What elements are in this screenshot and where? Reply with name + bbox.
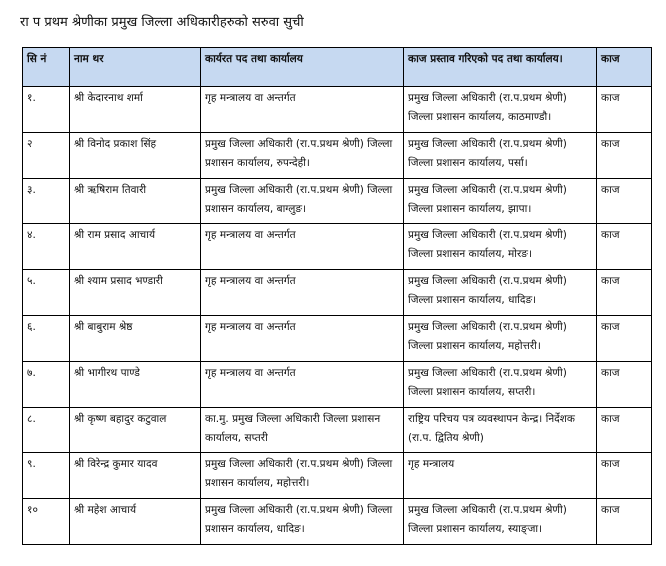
proposed-post-cell: प्रमुख जिल्ला अधिकारी (रा.प.प्रथम श्रेणी) जिल्ला प्रशासन कार्यालय, महोत्तरी। bbox=[404, 315, 597, 361]
serial-cell: ३. bbox=[23, 178, 70, 224]
table-row bbox=[23, 315, 652, 361]
serial-cell: ६. bbox=[23, 315, 70, 361]
kaj-cell: काज bbox=[597, 407, 652, 453]
transfer-table bbox=[22, 47, 652, 545]
proposed-post-cell: प्रमुख जिल्ला अधिकारी (रा.प.प्रथम श्रेणी) जिल्ला प्रशासन कार्यालय, पर्सा। bbox=[404, 132, 597, 178]
table-row bbox=[23, 453, 652, 499]
serial-cell: १० bbox=[23, 499, 70, 545]
kaj-cell: काज bbox=[597, 178, 652, 224]
current-post-cell: प्रमुख जिल्ला अधिकारी (रा.प.प्रथम श्रेणी) जिल्ला प्रशासन कार्यालय, महोत्तरी। bbox=[201, 453, 404, 499]
proposed-post-cell: गृह मन्त्रालय bbox=[404, 453, 597, 499]
proposed-post-cell: प्रमुख जिल्ला अधिकारी (रा.प.प्रथम श्रेणी) जिल्ला प्रशासन कार्यालय, काठमाण्डौ। bbox=[404, 87, 597, 133]
column-header-current-post: कार्यरत पद तथा कार्यालय bbox=[201, 48, 404, 87]
name-cell: श्री महेश आचार्य bbox=[70, 499, 201, 545]
kaj-cell: काज bbox=[597, 499, 652, 545]
kaj-cell: काज bbox=[597, 87, 652, 133]
proposed-post-cell: प्रमुख जिल्ला अधिकारी (रा.प.प्रथम श्रेणी) जिल्ला प्रशासन कार्यालय, सप्तरी। bbox=[404, 361, 597, 407]
proposed-post-cell: प्रमुख जिल्ला अधिकारी (रा.प.प्रथम श्रेणी) जिल्ला प्रशासन कार्यालय, स्याङ्जा। bbox=[404, 499, 597, 545]
table-row bbox=[23, 361, 652, 407]
current-post-cell: गृह मन्त्रालय वा अन्तर्गत bbox=[201, 224, 404, 270]
serial-cell: ५. bbox=[23, 270, 70, 316]
current-post-cell: गृह मन्त्रालय वा अन्तर्गत bbox=[201, 361, 404, 407]
name-cell: श्री विरेन्द्र कुमार यादव bbox=[70, 453, 201, 499]
current-post-cell: प्रमुख जिल्ला अधिकारी (रा.प.प्रथम श्रेणी) जिल्ला प्रशासन कार्यालय, रुपन्देही। bbox=[201, 132, 404, 178]
table-row bbox=[23, 132, 652, 178]
serial-cell: १. bbox=[23, 87, 70, 133]
table-row bbox=[23, 87, 652, 133]
proposed-post-cell: राष्ट्रिय परिचय पत्र व्यवस्थापन केन्द्र। निर्देशक (रा.प. द्वितिय श्रेणी) bbox=[404, 407, 597, 453]
kaj-cell: काज bbox=[597, 270, 652, 316]
serial-cell: ४. bbox=[23, 224, 70, 270]
table-row bbox=[23, 407, 652, 453]
current-post-cell: गृह मन्त्रालय वा अन्तर्गत bbox=[201, 87, 404, 133]
name-cell: श्री भागीरथ पाण्डे bbox=[70, 361, 201, 407]
page-title: रा प प्रथम श्रेणीका प्रमुख जिल्ला अधिकारीहरुको सरुवा सुची bbox=[20, 15, 304, 30]
serial-cell: ९. bbox=[23, 453, 70, 499]
table-header-row bbox=[23, 48, 652, 87]
name-cell: श्री ऋषिराम तिवारी bbox=[70, 178, 201, 224]
name-cell: श्री बाबुराम श्रेष्ठ bbox=[70, 315, 201, 361]
name-cell: श्री कृष्ण बहादुर कटुवाल bbox=[70, 407, 201, 453]
kaj-cell: काज bbox=[597, 224, 652, 270]
current-post-cell: प्रमुख जिल्ला अधिकारी (रा.प.प्रथम श्रेणी) जिल्ला प्रशासन कार्यालय, धादिङ। bbox=[201, 499, 404, 545]
kaj-cell: काज bbox=[597, 361, 652, 407]
table-row bbox=[23, 224, 652, 270]
current-post-cell: का.मु. प्रमुख जिल्ला अधिकारी जिल्ला प्रशासन कार्यालय, सप्तरी bbox=[201, 407, 404, 453]
serial-cell: ८. bbox=[23, 407, 70, 453]
current-post-cell: गृह मन्त्रालय वा अन्तर्गत bbox=[201, 315, 404, 361]
column-header-name: नाम थर bbox=[70, 48, 201, 87]
proposed-post-cell: प्रमुख जिल्ला अधिकारी (रा.प.प्रथम श्रेणी) जिल्ला प्रशासन कार्यालय, धादिङ। bbox=[404, 270, 597, 316]
name-cell: श्री केदारनाथ शर्मा bbox=[70, 87, 201, 133]
column-header-serial: सि नं bbox=[23, 48, 70, 87]
table-row bbox=[23, 178, 652, 224]
column-header-kaj: काज bbox=[597, 48, 652, 87]
name-cell: श्री राम प्रसाद आचार्य bbox=[70, 224, 201, 270]
column-header-proposed-post: काज प्रस्ताव गरिएको पद तथा कार्यालय। bbox=[404, 48, 597, 87]
name-cell: श्री श्याम प्रसाद भण्डारी bbox=[70, 270, 201, 316]
kaj-cell: काज bbox=[597, 315, 652, 361]
current-post-cell: प्रमुख जिल्ला अधिकारी (रा.प.प्रथम श्रेणी) जिल्ला प्रशासन कार्यालय, बाग्लुङ। bbox=[201, 178, 404, 224]
table-row bbox=[23, 270, 652, 316]
proposed-post-cell: प्रमुख जिल्ला अधिकारी (रा.प.प्रथम श्रेणी) जिल्ला प्रशासन कार्यालय, मोरङ। bbox=[404, 224, 597, 270]
name-cell: श्री विनोद प्रकाश सिंह bbox=[70, 132, 201, 178]
serial-cell: २ bbox=[23, 132, 70, 178]
kaj-cell: काज bbox=[597, 453, 652, 499]
table-row bbox=[23, 499, 652, 545]
kaj-cell: काज bbox=[597, 132, 652, 178]
current-post-cell: गृह मन्त्रालय वा अन्तर्गत bbox=[201, 270, 404, 316]
proposed-post-cell: प्रमुख जिल्ला अधिकारी (रा.प.प्रथम श्रेणी) जिल्ला प्रशासन कार्यालय, झापा। bbox=[404, 178, 597, 224]
serial-cell: ७. bbox=[23, 361, 70, 407]
